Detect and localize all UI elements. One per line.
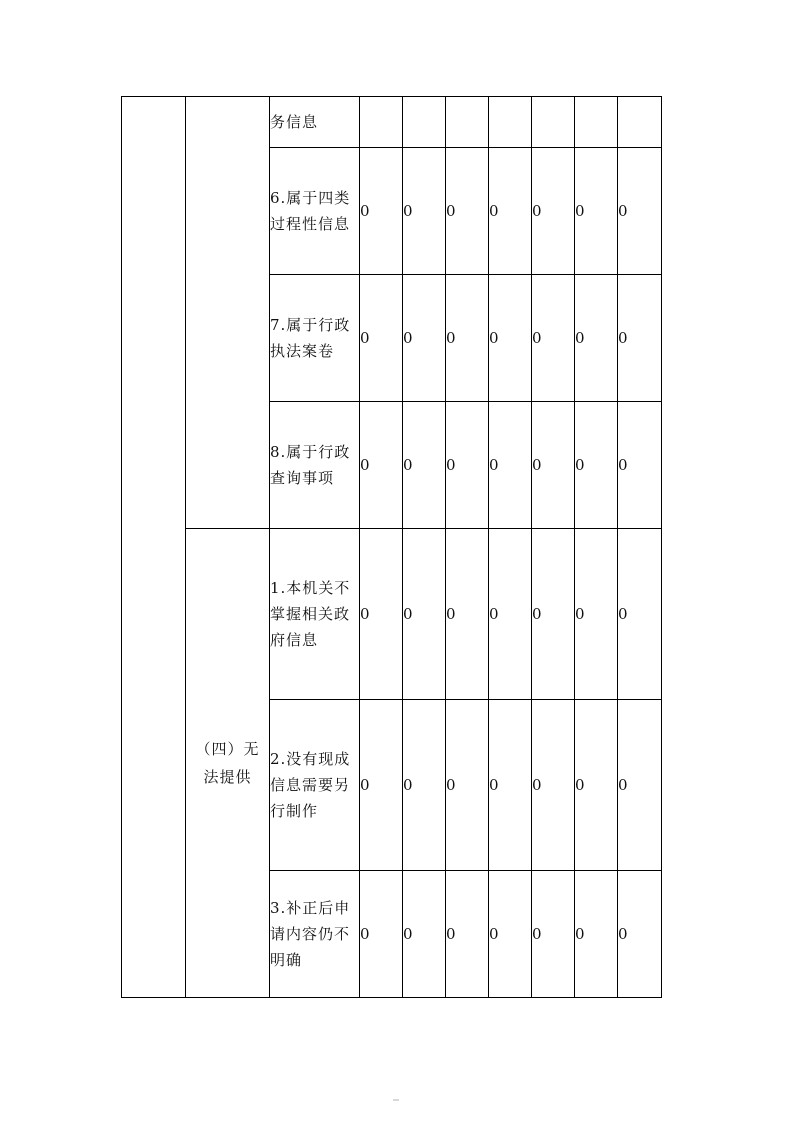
value-cell: 0 xyxy=(446,402,489,529)
value-cell: 0 xyxy=(403,529,446,700)
value-cell: 0 xyxy=(403,275,446,402)
value-cell xyxy=(575,97,618,148)
value-cell: 0 xyxy=(403,148,446,275)
value-cell: 0 xyxy=(360,275,403,402)
value-cell: 0 xyxy=(489,700,532,871)
value-cell: 0 xyxy=(360,402,403,529)
value-cell: 0 xyxy=(532,700,575,871)
value-cell: 0 xyxy=(618,871,662,998)
value-cell: 0 xyxy=(575,148,618,275)
subcategory-cell-upper xyxy=(186,97,270,529)
value-cell: 0 xyxy=(446,871,489,998)
value-cell: 0 xyxy=(575,275,618,402)
value-cell: 0 xyxy=(360,700,403,871)
value-cell xyxy=(446,97,489,148)
value-cell: 0 xyxy=(489,529,532,700)
value-cell: 0 xyxy=(446,275,489,402)
value-cell xyxy=(618,97,662,148)
value-cell: 0 xyxy=(618,148,662,275)
value-cell xyxy=(403,97,446,148)
value-cell: 0 xyxy=(618,402,662,529)
value-cell: 0 xyxy=(360,148,403,275)
value-cell xyxy=(532,97,575,148)
value-cell: 0 xyxy=(532,402,575,529)
value-cell: 0 xyxy=(489,402,532,529)
value-cell: 0 xyxy=(403,871,446,998)
value-cell: 0 xyxy=(532,275,575,402)
value-cell: 0 xyxy=(489,148,532,275)
value-cell: 0 xyxy=(532,871,575,998)
value-cell xyxy=(489,97,532,148)
value-cell: 0 xyxy=(618,529,662,700)
table-row xyxy=(122,529,662,700)
page-footer-mark xyxy=(393,1099,399,1101)
value-cell: 0 xyxy=(360,529,403,700)
row-label: 1.本机关不掌握相关政府信息 xyxy=(270,529,360,700)
value-cell: 0 xyxy=(489,275,532,402)
row-label: 6.属于四类过程性信息 xyxy=(270,148,360,275)
value-cell: 0 xyxy=(446,700,489,871)
value-cell xyxy=(360,97,403,148)
row-label: 8.属于行政查询事项 xyxy=(270,402,360,529)
value-cell: 0 xyxy=(532,148,575,275)
value-cell: 0 xyxy=(575,871,618,998)
value-cell: 0 xyxy=(532,529,575,700)
row-label: 2.没有现成信息需要另行制作 xyxy=(270,700,360,871)
value-cell: 0 xyxy=(446,148,489,275)
outer-category-cell xyxy=(122,97,186,998)
statistics-table-container xyxy=(121,96,661,998)
value-cell: 0 xyxy=(575,700,618,871)
row-label: 3.补正后申请内容仍不明确 xyxy=(270,871,360,998)
value-cell: 0 xyxy=(403,700,446,871)
table-row xyxy=(122,97,662,148)
value-cell: 0 xyxy=(575,402,618,529)
row-label: 务信息 xyxy=(270,97,360,148)
value-cell: 0 xyxy=(618,700,662,871)
statistics-table xyxy=(121,96,662,998)
value-cell: 0 xyxy=(446,529,489,700)
row-label: 7.属于行政执法案卷 xyxy=(270,275,360,402)
value-cell: 0 xyxy=(360,871,403,998)
subcategory-cell-cannot-provide: （四）无法提供 xyxy=(186,529,270,998)
value-cell: 0 xyxy=(403,402,446,529)
value-cell: 0 xyxy=(575,529,618,700)
value-cell: 0 xyxy=(618,275,662,402)
value-cell: 0 xyxy=(489,871,532,998)
